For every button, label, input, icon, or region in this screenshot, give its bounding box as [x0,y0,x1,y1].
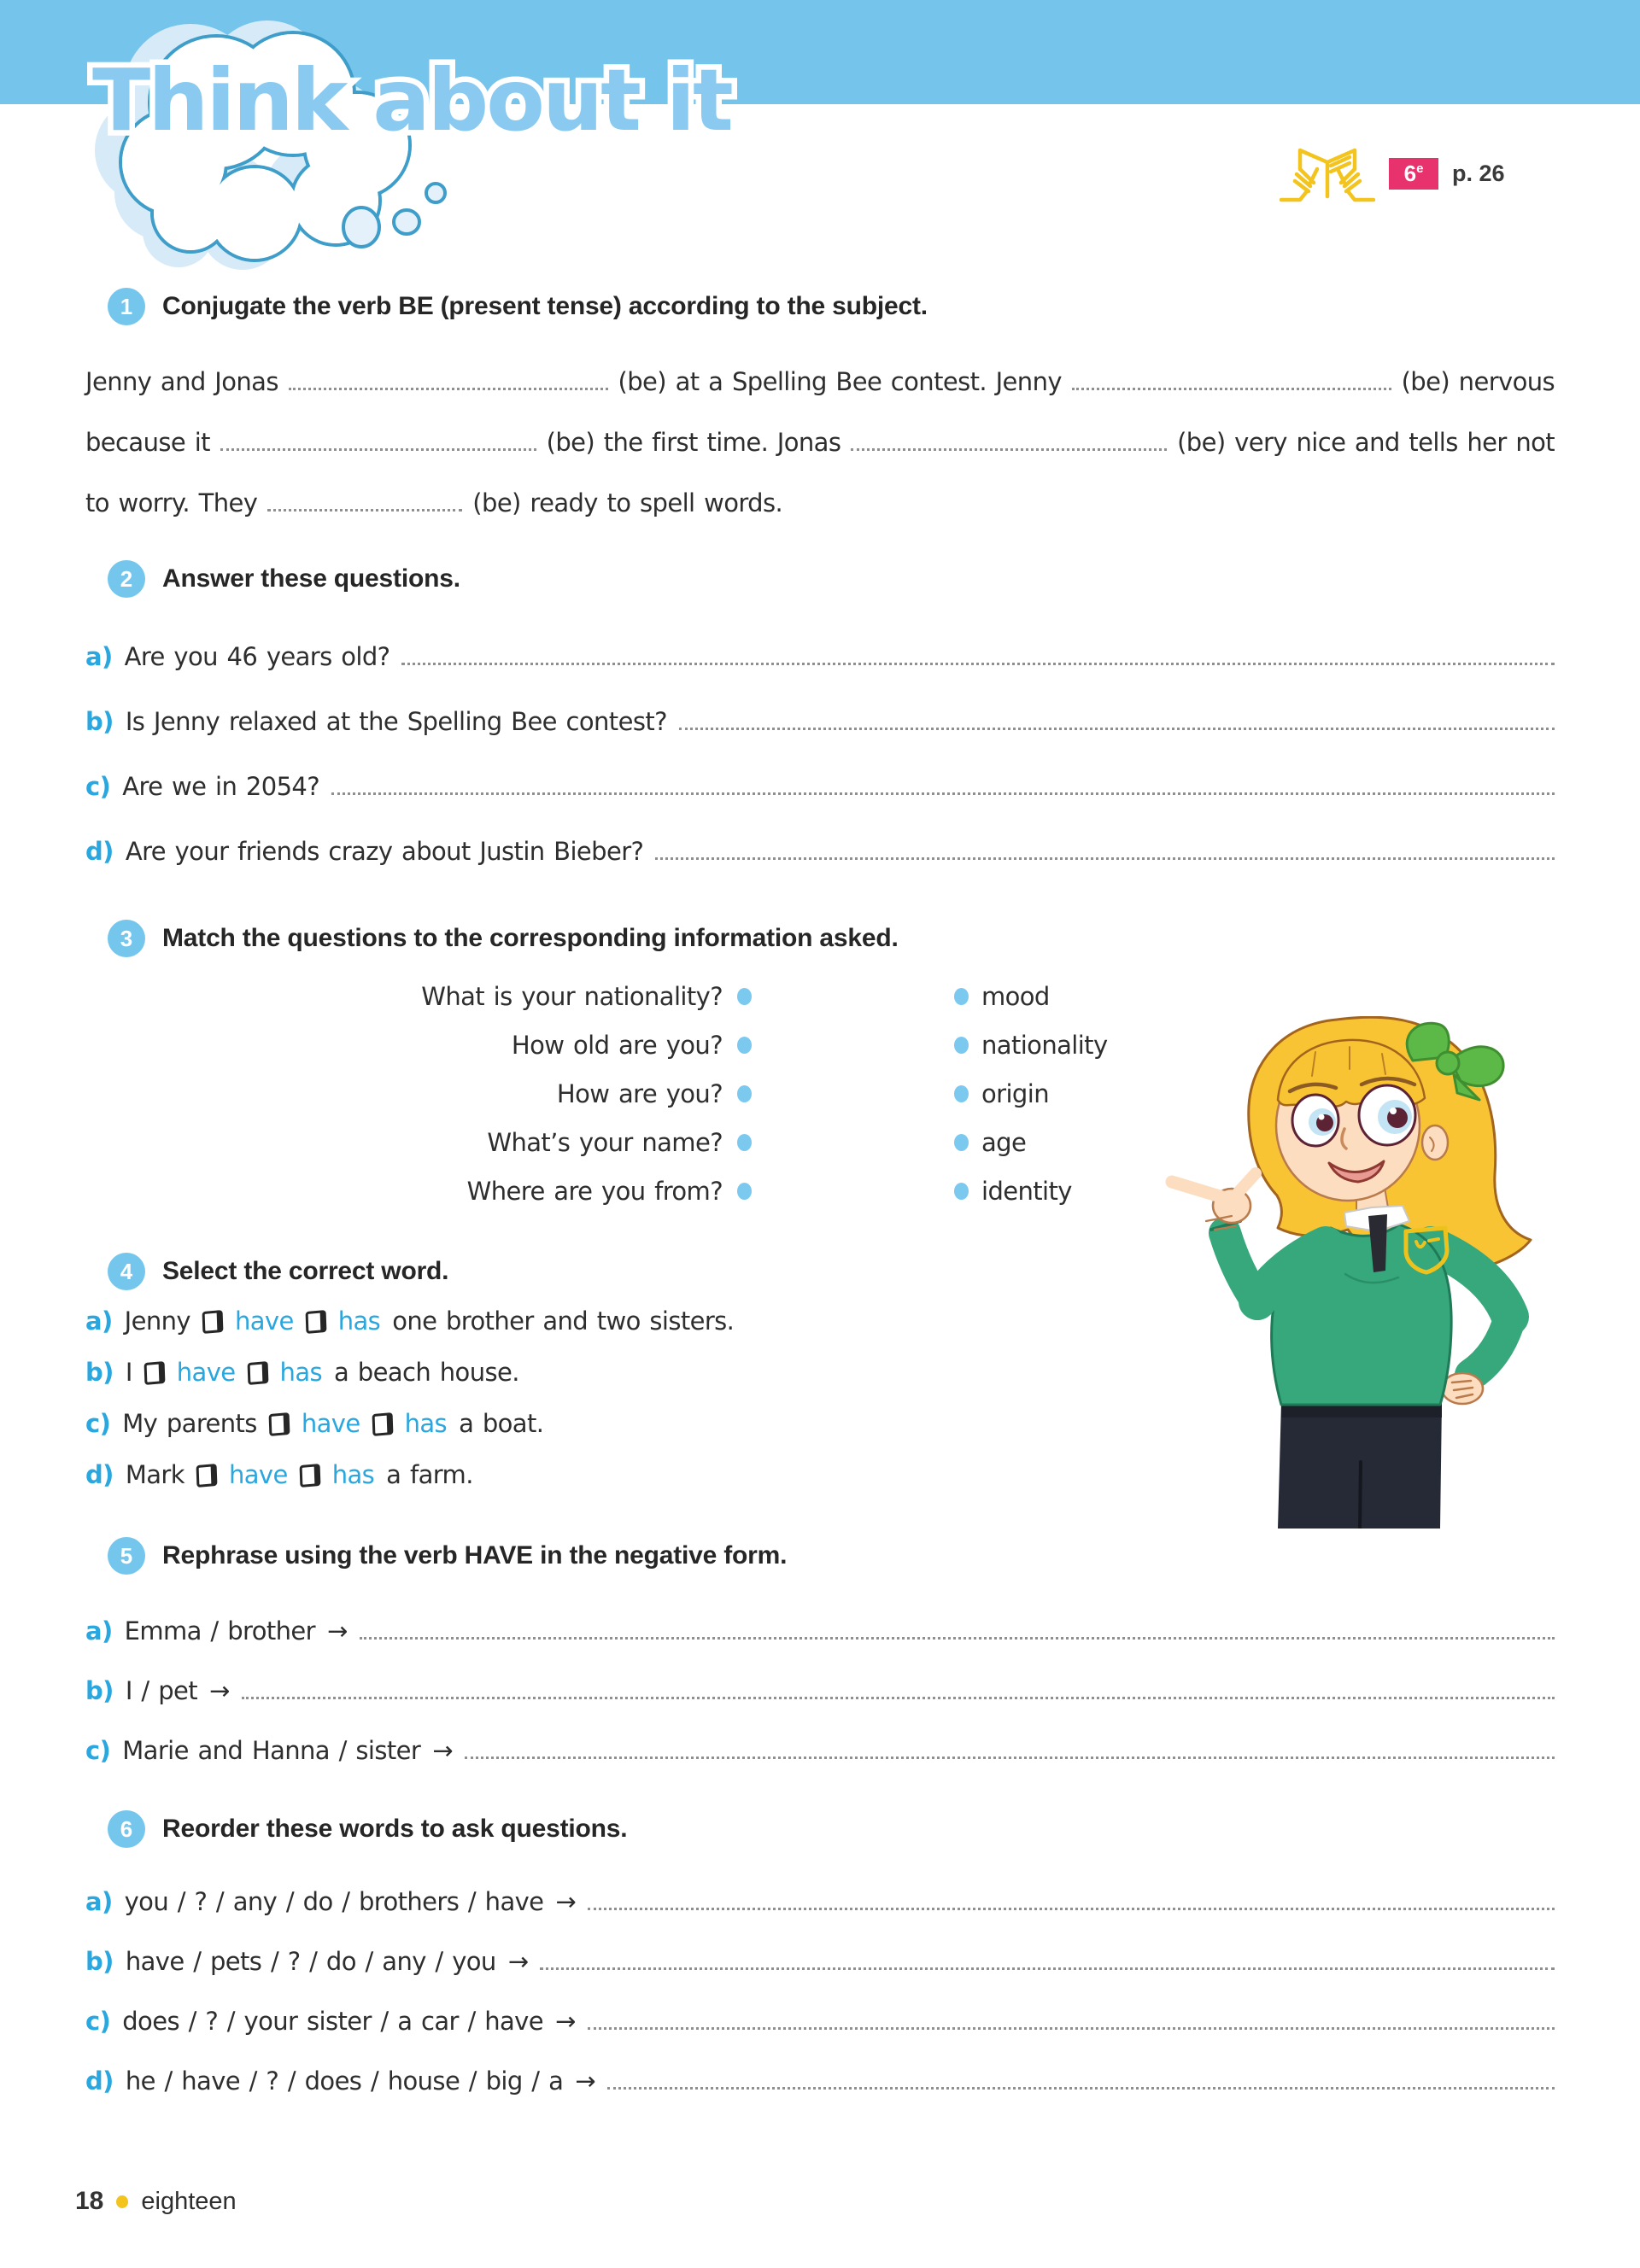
exercise-number-badge: 2 [108,560,145,598]
match-dot-right[interactable] [954,1134,969,1151]
exercise-heading: Conjugate the verb BE (present tense) according to the subject. [162,292,928,320]
arrow-glyph: → [326,1616,348,1645]
exercise-3 [85,919,1555,1215]
exercise-5 [85,1536,1555,1780]
item-label: c) [85,772,111,801]
checkbox-have[interactable] [144,1361,165,1385]
question-text: Are you 46 years old? [124,642,390,671]
exercise-heading: Reorder these words to ask questions. [162,1815,628,1843]
answer-line[interactable] [588,2013,1555,2030]
match-answer: mood [981,981,1050,1011]
paragraph-text: (be) the first time. Jonas [546,427,841,457]
answer-line[interactable] [465,1742,1555,1759]
match-row [85,1020,1555,1069]
exercise-number-badge: 3 [108,920,145,957]
option-have[interactable]: have [234,1306,294,1336]
page-title: Think about it [92,50,731,150]
match-dot-left[interactable] [737,1085,752,1102]
item-label: d) [85,2066,114,2096]
select-item [85,1398,1555,1449]
match-question: How are you? [556,1078,723,1108]
match-question: Where are you from? [466,1176,723,1206]
item-label: b) [85,707,114,736]
prompt-text: he / have / ? / does / house / big / a [125,2066,564,2096]
exercise-heading: Rephrase using the verb HAVE in the negative form. [162,1541,788,1569]
paragraph-text: (be) at a Spelling Bee contest. Jenny [618,366,1062,396]
item-label: c) [85,1409,111,1438]
paragraph-text: Jenny and Jonas [85,366,278,396]
match-dot-left[interactable] [737,988,752,1005]
option-has[interactable]: has [337,1306,381,1336]
checkbox-has[interactable] [299,1464,320,1488]
exercise-heading: Answer these questions. [162,564,460,593]
paragraph-text: (be) ready to spell words. [472,488,783,517]
item-label: b) [85,1676,114,1705]
answer-line[interactable] [655,843,1555,860]
sentence-end: a farm. [386,1460,473,1489]
question-item [85,819,1555,884]
checkbox-have[interactable] [196,1464,217,1488]
exercise-number-badge: 4 [108,1253,145,1290]
match-answer: nationality [981,1030,1108,1060]
answer-line[interactable] [331,778,1555,795]
question-item [85,689,1555,754]
prompt-text: Marie and Hanna / sister [122,1736,421,1765]
sentence-end: a beach house. [334,1358,519,1387]
item-label: a) [85,1616,113,1645]
question-text: Is Jenny relaxed at the Spelling Bee contest? [125,707,667,736]
match-dot-left[interactable] [737,1134,752,1151]
option-has[interactable]: has [404,1409,448,1438]
answer-line[interactable] [851,434,1167,451]
sentence-end: one brother and two sisters. [392,1306,735,1336]
prompt-text: have / pets / ? / do / any / you [125,1947,496,1976]
exercise-6 [85,1809,1555,2111]
fill-in-paragraph [85,351,1555,533]
paragraph-text: (be) nervous [1401,366,1555,396]
exercise-number-badge: 1 [108,288,145,325]
level-badge: 6 $^e$ [1389,158,1438,190]
arrow-glyph: → [432,1736,453,1765]
match-question: What is your nationality? [421,981,723,1011]
arrow-glyph: → [575,2066,595,2096]
item-label: a) [85,1306,113,1336]
question-item [85,754,1555,819]
match-row [85,1166,1555,1215]
item-label: b) [85,1358,114,1387]
answer-line[interactable] [267,494,462,511]
rephrase-item [85,1601,1555,1661]
match-dot-left[interactable] [737,1183,752,1200]
select-item [85,1295,1555,1347]
arrow-glyph: → [507,1947,529,1976]
option-have[interactable]: have [301,1409,360,1438]
item-label: a) [85,642,113,671]
match-row [85,1069,1555,1118]
exercise-heading: Select the correct word. [162,1257,449,1285]
prompt-text: does / ? / your sister / a car / have [122,2007,543,2036]
prompt-text: Emma / brother [124,1616,315,1645]
item-label: c) [85,1736,111,1765]
item-label: c) [85,2007,111,2036]
match-dot-left[interactable] [737,1037,752,1054]
option-have[interactable]: have [228,1460,288,1489]
checkbox-have[interactable] [268,1412,290,1436]
exercise-heading: Match the questions to the corresponding information asked. [162,924,899,952]
reorder-item [85,1872,1555,1932]
match-answer: identity [981,1176,1072,1206]
match-answer: origin [981,1078,1049,1108]
arrow-glyph: → [555,2007,576,2036]
checkbox-has[interactable] [247,1361,268,1385]
book-hands-icon [1280,143,1375,203]
option-has[interactable]: has [279,1358,323,1387]
answer-line[interactable] [289,373,608,390]
item-label: b) [85,1947,114,1976]
reorder-item [85,2051,1555,2111]
option-has[interactable]: has [331,1460,375,1489]
checkbox-have[interactable] [202,1310,224,1334]
prompt-text: I / pet [125,1676,198,1705]
exercise-1 [85,287,1555,533]
match-dot-right[interactable] [954,1085,969,1102]
paragraph-text: to worry. They [85,488,258,517]
item-label: d) [85,837,114,866]
answer-line[interactable] [360,1622,1555,1640]
match-answer: age [981,1127,1027,1157]
exercise-4 [85,1252,1555,1500]
page-number-word: eighteen [141,2187,237,2215]
page-reference: p. 26 [1452,160,1505,186]
sentence-end: a boat. [459,1409,544,1438]
arrow-glyph: → [555,1887,577,1916]
paragraph-text: (be) very nice and tells her not [1177,427,1555,457]
sentence-start: My parents [122,1409,257,1438]
sentence-start: I [125,1358,132,1387]
exercise-number-badge: 5 [108,1537,145,1575]
match-question: What’s your name? [487,1127,723,1157]
footer-dot-icon [116,2195,128,2208]
match-dot-right[interactable] [954,1037,969,1054]
checkbox-has[interactable] [372,1412,393,1436]
question-text: Are we in 2054? [122,772,320,801]
answer-line[interactable] [220,434,536,451]
answer-line[interactable] [1072,373,1391,390]
match-question: How old are you? [511,1030,723,1060]
answer-line[interactable] [679,713,1555,730]
exercise-number-badge: 6 [108,1810,145,1848]
select-item [85,1347,1555,1398]
reorder-item [85,1932,1555,1991]
page-footer [75,2183,237,2220]
match-row [85,1118,1555,1166]
match-dot-right[interactable] [954,1183,969,1200]
answer-line[interactable] [242,1682,1555,1699]
item-label: a) [85,1887,113,1916]
paragraph-text: because it [85,427,210,457]
rephrase-item [85,1721,1555,1780]
select-item [85,1449,1555,1500]
answer-line[interactable] [607,2072,1555,2090]
arrow-glyph: → [209,1676,230,1705]
question-item [85,624,1555,689]
page-number: 18 [75,2187,104,2215]
match-row [85,972,1555,1020]
question-text: Are your friends crazy about Justin Bieber? [125,837,644,866]
option-have[interactable]: have [176,1358,236,1387]
sentence-start: Mark [125,1460,184,1489]
header-reference [1280,145,1505,202]
answer-line[interactable] [540,1953,1555,1970]
item-label: d) [85,1460,114,1489]
exercise-2 [85,559,1555,884]
checkbox-has[interactable] [305,1310,326,1334]
reorder-item [85,1991,1555,2051]
match-dot-right[interactable] [954,988,969,1005]
prompt-text: you / ? / any / do / brothers / have [124,1887,544,1916]
answer-line[interactable] [401,648,1555,665]
rephrase-item [85,1661,1555,1721]
sentence-start: Jenny [124,1306,190,1336]
answer-line[interactable] [588,1893,1555,1910]
thought-cloud [67,0,878,282]
